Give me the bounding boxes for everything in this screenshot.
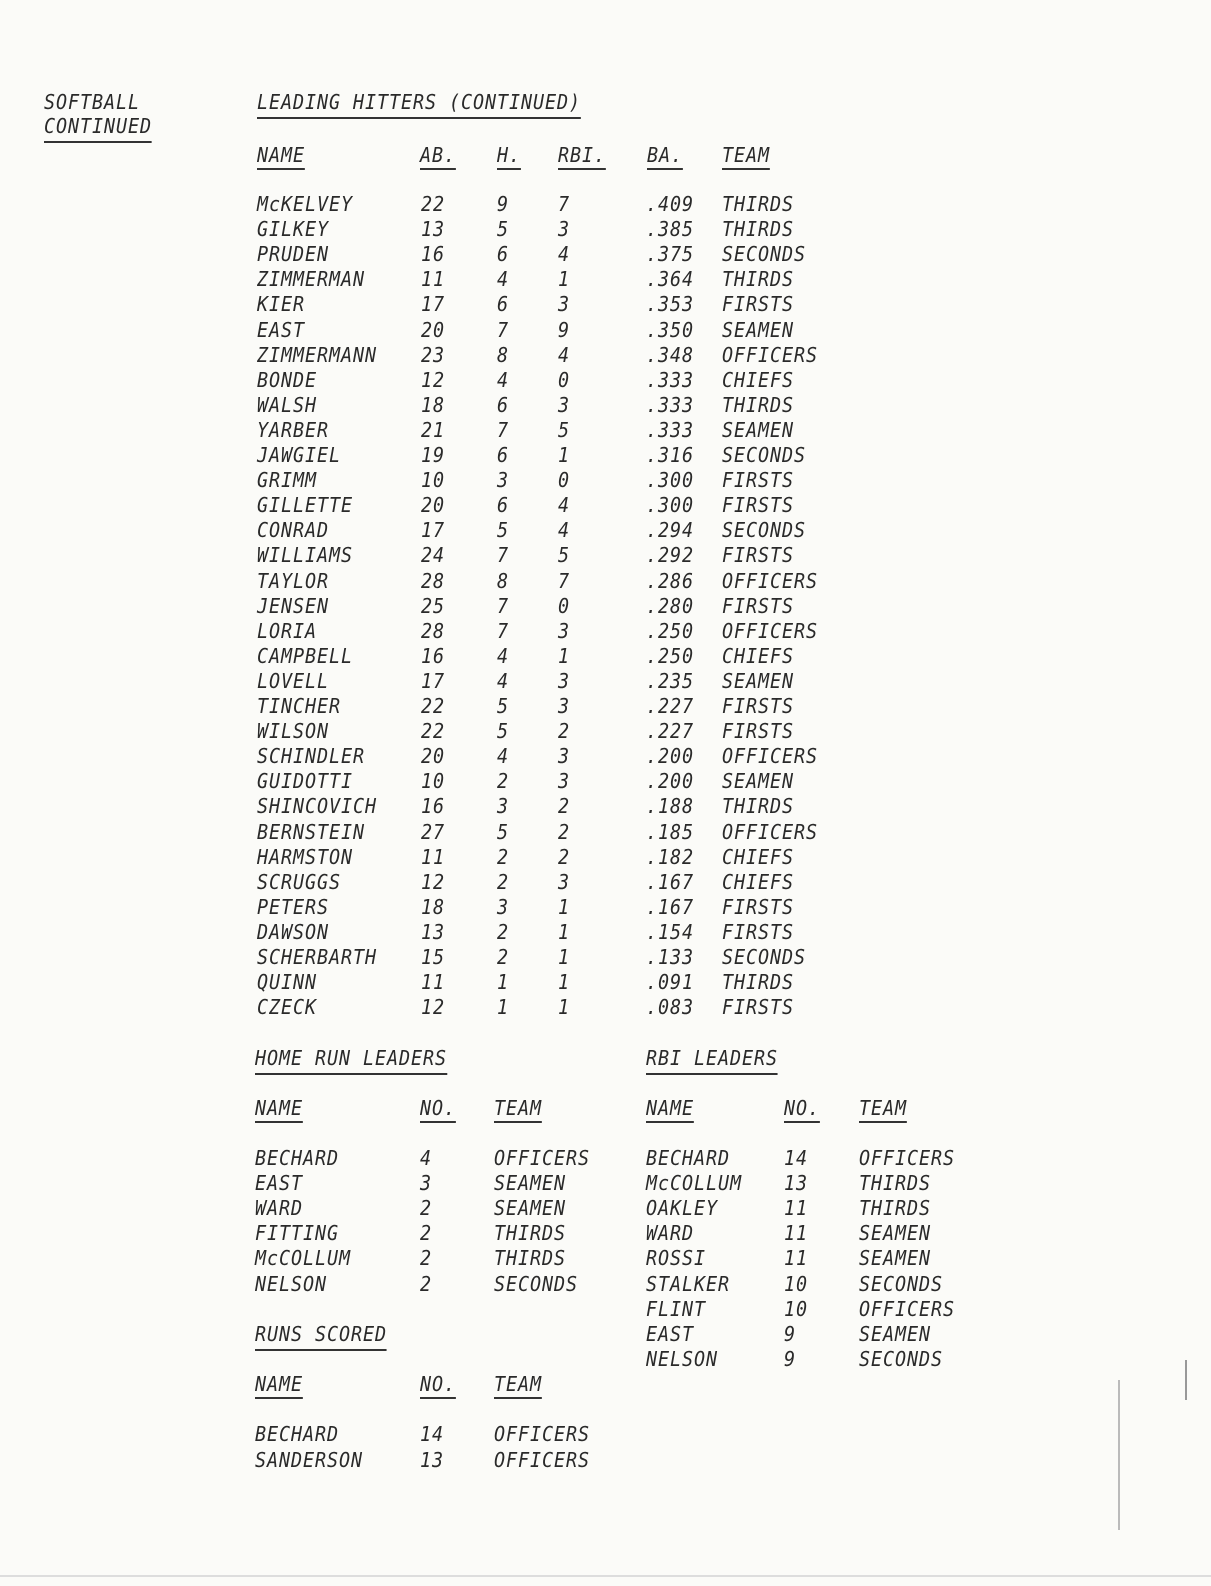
hitter-cell-ba: .250 xyxy=(646,618,694,643)
hr-cell-name: EAST xyxy=(255,1171,303,1196)
hitter-cell-h: 2 xyxy=(497,919,510,944)
hitter-cell-ba: .182 xyxy=(646,844,694,869)
rbi-cell-no: 9 xyxy=(784,1346,797,1371)
hitter-cell-ba: .250 xyxy=(646,643,694,668)
hitter-cell-rbi: 3 xyxy=(558,668,571,693)
hitter-cell-h: 9 xyxy=(497,192,510,216)
hitter-cell-h: 8 xyxy=(497,568,510,593)
hitter-cell-rbi: 5 xyxy=(558,417,571,442)
hitter-cell-h: 3 xyxy=(497,794,510,819)
hitter-cell-h: 5 xyxy=(497,518,510,543)
hitter-cell-ab: 22 xyxy=(421,192,446,216)
hitter-cell-h: 6 xyxy=(497,292,510,317)
hitter-cell-ba: .185 xyxy=(646,819,694,844)
hitter-cell-ba: .200 xyxy=(646,769,694,794)
hitters-title: LEADING HITTERS (CONTINUED) xyxy=(257,90,581,119)
hitters-header-ab: AB. xyxy=(420,143,456,170)
hitter-cell-ba: .280 xyxy=(646,593,694,618)
hitter-cell-rbi: 3 xyxy=(558,618,571,643)
rbi-header-no: NO. xyxy=(784,1096,820,1123)
hr-header-name: NAME xyxy=(255,1096,303,1123)
hitter-cell-ab: 13 xyxy=(421,919,446,944)
hr-cell-no: 2 xyxy=(420,1246,433,1271)
hr-cell-no: 4 xyxy=(420,1146,433,1170)
hitter-cell-ba: .353 xyxy=(646,292,694,317)
hitter-cell-ba: .333 xyxy=(646,367,694,392)
hitter-cell-name: McKELVEY xyxy=(257,192,353,216)
hitter-cell-ab: 20 xyxy=(421,493,446,518)
hitter-cell-team: SEAMEN xyxy=(722,668,794,693)
rs-header-name: NAME xyxy=(255,1372,303,1399)
hitter-cell-name: JAWGIEL xyxy=(257,443,341,467)
hitter-cell-ba: .235 xyxy=(646,668,694,693)
hitter-cell-h: 8 xyxy=(497,342,510,367)
hitter-cell-team: OFFICERS xyxy=(722,618,818,643)
hitter-cell-ba: .294 xyxy=(646,518,694,543)
hitter-cell-team: FIRSTS xyxy=(722,894,794,919)
rbi-cell-team: OFFICERS xyxy=(859,1146,955,1170)
hitter-cell-ab: 12 xyxy=(421,367,446,392)
hitter-cell-team: SECONDS xyxy=(722,945,806,969)
hitter-cell-h: 2 xyxy=(497,844,510,869)
hitter-cell-name: EAST xyxy=(257,317,305,342)
hr-cell-no: 2 xyxy=(420,1221,433,1246)
hitter-cell-team: FIRSTS xyxy=(722,593,794,618)
hitter-cell-ab: 23 xyxy=(421,342,446,367)
rbi-cell-team: SEAMEN xyxy=(859,1246,931,1271)
hitter-cell-ab: 28 xyxy=(421,568,446,593)
hitter-cell-ab: 18 xyxy=(421,392,446,417)
hitter-cell-name: SHINCOVICH xyxy=(257,794,377,819)
rs-cell-name: BECHARD xyxy=(255,1422,339,1446)
hitter-cell-ab: 17 xyxy=(421,292,446,317)
hitter-cell-team: CHIEFS xyxy=(722,844,794,869)
hitter-cell-rbi: 1 xyxy=(558,643,571,668)
hitter-cell-ab: 20 xyxy=(421,317,446,342)
hitter-cell-rbi: 3 xyxy=(558,217,571,242)
hitter-cell-rbi: 1 xyxy=(558,945,571,969)
hitter-cell-ab: 22 xyxy=(421,694,446,718)
hitter-cell-h: 5 xyxy=(497,217,510,242)
hitter-cell-rbi: 2 xyxy=(558,719,571,744)
hr-cell-team: THIRDS xyxy=(494,1221,566,1246)
hitter-cell-ab: 21 xyxy=(421,417,446,442)
rbi-cell-name: FLINT xyxy=(646,1296,707,1321)
hitter-cell-h: 4 xyxy=(497,367,510,392)
hitter-cell-rbi: 3 xyxy=(558,694,571,718)
hitter-cell-name: LOVELL xyxy=(257,668,329,693)
hitter-cell-rbi: 3 xyxy=(558,869,571,894)
hitter-cell-team: CHIEFS xyxy=(722,367,794,392)
hitter-cell-rbi: 5 xyxy=(558,543,571,568)
hitter-cell-h: 2 xyxy=(497,869,510,894)
hr-cell-team: SECONDS xyxy=(494,1271,578,1296)
hitter-cell-ba: .300 xyxy=(646,468,694,493)
rs-cell-no: 14 xyxy=(420,1422,445,1446)
hr-cell-name: McCOLLUM xyxy=(255,1246,351,1271)
hitter-cell-team: FIRSTS xyxy=(722,543,794,568)
hitter-cell-team: FIRSTS xyxy=(722,719,794,744)
hitter-cell-name: ZIMMERMAN xyxy=(257,267,365,292)
hitter-cell-name: GILLETTE xyxy=(257,493,353,518)
hitter-cell-ab: 11 xyxy=(421,970,446,995)
hitter-cell-ab: 20 xyxy=(421,744,446,769)
hitter-cell-ba: .348 xyxy=(646,342,694,367)
hitter-cell-rbi: 1 xyxy=(558,443,571,467)
rbi-cell-team: SEAMEN xyxy=(859,1321,931,1346)
hitter-cell-h: 6 xyxy=(497,242,510,267)
hitter-cell-ba: .333 xyxy=(646,392,694,417)
rbi-cell-no: 11 xyxy=(784,1246,809,1271)
hitter-cell-ab: 16 xyxy=(421,643,446,668)
hitter-cell-name: WALSH xyxy=(257,392,318,417)
hitter-cell-team: SECONDS xyxy=(722,518,806,543)
hr-cell-team: OFFICERS xyxy=(494,1146,590,1170)
hitter-cell-team: FIRSTS xyxy=(722,292,794,317)
hitter-cell-rbi: 7 xyxy=(558,192,571,216)
hitter-cell-ab: 19 xyxy=(421,443,446,467)
hitter-cell-name: PRUDEN xyxy=(257,242,329,267)
hitter-cell-rbi: 0 xyxy=(558,593,571,618)
hitter-cell-ba: .227 xyxy=(646,719,694,744)
hitter-cell-ba: .167 xyxy=(646,894,694,919)
hitter-cell-ba: .188 xyxy=(646,794,694,819)
hitter-cell-name: HARMSTON xyxy=(257,844,353,869)
hitter-cell-team: THIRDS xyxy=(722,392,794,417)
rbi-cell-team: THIRDS xyxy=(859,1196,931,1221)
hitter-cell-ba: .200 xyxy=(646,744,694,769)
hitter-cell-team: FIRSTS xyxy=(722,468,794,493)
hitter-cell-h: 4 xyxy=(497,267,510,292)
rbi-cell-no: 10 xyxy=(784,1296,809,1321)
hitter-cell-name: TAYLOR xyxy=(257,568,329,593)
hitter-cell-h: 4 xyxy=(497,643,510,668)
hitter-cell-ab: 18 xyxy=(421,894,446,919)
hitter-cell-ab: 17 xyxy=(421,668,446,693)
hitter-cell-team: THIRDS xyxy=(722,794,794,819)
hitter-cell-ba: .286 xyxy=(646,568,694,593)
hr-cell-no: 3 xyxy=(420,1171,433,1196)
hitter-cell-team: THIRDS xyxy=(722,217,794,242)
hitter-cell-rbi: 3 xyxy=(558,769,571,794)
hitter-cell-ba: .292 xyxy=(646,543,694,568)
hr-cell-no: 2 xyxy=(420,1196,433,1221)
hitter-cell-team: OFFICERS xyxy=(722,342,818,367)
hitter-cell-name: JENSEN xyxy=(257,593,329,618)
rbi-header-name: NAME xyxy=(646,1096,694,1123)
hitter-cell-h: 6 xyxy=(497,392,510,417)
hitter-cell-name: WILSON xyxy=(257,719,329,744)
hitter-cell-name: GILKEY xyxy=(257,217,329,242)
rs-cell-team: OFFICERS xyxy=(494,1448,590,1472)
rbi-cell-team: SECONDS xyxy=(859,1271,943,1296)
section-sublabel: CONTINUED xyxy=(44,114,152,143)
section-label: SOFTBALL xyxy=(44,90,140,114)
hr-header-no: NO. xyxy=(420,1096,456,1123)
hitter-cell-rbi: 2 xyxy=(558,819,571,844)
rbi-cell-team: THIRDS xyxy=(859,1171,931,1196)
hitter-cell-ba: .385 xyxy=(646,217,694,242)
rbi-cell-no: 9 xyxy=(784,1321,797,1346)
hitter-cell-ba: .091 xyxy=(646,970,694,995)
hitter-cell-ab: 16 xyxy=(421,242,446,267)
hitter-cell-ab: 10 xyxy=(421,769,446,794)
hitter-cell-h: 6 xyxy=(497,493,510,518)
rs-cell-team: OFFICERS xyxy=(494,1422,590,1446)
hitter-cell-name: PETERS xyxy=(257,894,329,919)
hitter-cell-ba: .409 xyxy=(646,192,694,216)
hr-cell-team: THIRDS xyxy=(494,1246,566,1271)
hitter-cell-name: KIER xyxy=(257,292,305,317)
hitter-cell-ab: 27 xyxy=(421,819,446,844)
hitter-cell-rbi: 4 xyxy=(558,518,571,543)
rbi-header-team: TEAM xyxy=(859,1096,907,1123)
hitter-cell-ba: .364 xyxy=(646,267,694,292)
hitter-cell-team: FIRSTS xyxy=(722,493,794,518)
hitter-cell-ba: .133 xyxy=(646,945,694,969)
hitter-cell-team: THIRDS xyxy=(722,192,794,216)
hitter-cell-team: THIRDS xyxy=(722,267,794,292)
hitter-cell-ab: 12 xyxy=(421,869,446,894)
hitter-cell-ab: 13 xyxy=(421,217,446,242)
hitter-cell-team: SECONDS xyxy=(722,242,806,267)
hitter-cell-h: 7 xyxy=(497,543,510,568)
rbi-title: RBI LEADERS xyxy=(646,1046,778,1075)
hitters-header-name: NAME xyxy=(257,143,305,170)
hitter-cell-h: 2 xyxy=(497,769,510,794)
hitter-cell-name: QUINN xyxy=(257,970,318,995)
hitter-cell-name: GUIDOTTI xyxy=(257,769,353,794)
hitter-cell-h: 5 xyxy=(497,819,510,844)
hitter-cell-team: CHIEFS xyxy=(722,643,794,668)
hitter-cell-ab: 11 xyxy=(421,267,446,292)
hitter-cell-h: 5 xyxy=(497,719,510,744)
hitter-cell-rbi: 0 xyxy=(558,367,571,392)
hitter-cell-ab: 16 xyxy=(421,794,446,819)
hitter-cell-h: 6 xyxy=(497,443,510,467)
rs-header-no: NO. xyxy=(420,1372,456,1399)
hitter-cell-rbi: 4 xyxy=(558,342,571,367)
hitter-cell-name: WILLIAMS xyxy=(257,543,353,568)
hitter-cell-h: 2 xyxy=(497,945,510,969)
hitter-cell-rbi: 0 xyxy=(558,468,571,493)
rs-header-team: TEAM xyxy=(494,1372,542,1399)
hitter-cell-rbi: 3 xyxy=(558,744,571,769)
hitter-cell-h: 3 xyxy=(497,894,510,919)
hitter-cell-name: CZECK xyxy=(257,995,318,1020)
hitter-cell-team: THIRDS xyxy=(722,970,794,995)
hitter-cell-rbi: 1 xyxy=(558,267,571,292)
hitter-cell-name: LORIA xyxy=(257,618,318,643)
hitter-cell-team: SEAMEN xyxy=(722,317,794,342)
hitters-header-rbi: RBI. xyxy=(558,143,606,170)
hitter-cell-ba: .350 xyxy=(646,317,694,342)
hitter-cell-ba: .300 xyxy=(646,493,694,518)
hitter-cell-rbi: 1 xyxy=(558,919,571,944)
hitter-cell-ba: .167 xyxy=(646,869,694,894)
rbi-cell-name: EAST xyxy=(646,1321,694,1346)
hitter-cell-h: 3 xyxy=(497,468,510,493)
hitters-header-team: TEAM xyxy=(722,143,770,170)
hitter-cell-ba: .375 xyxy=(646,242,694,267)
hr-cell-team: SEAMEN xyxy=(494,1196,566,1221)
hitter-cell-ba: .154 xyxy=(646,919,694,944)
hitter-cell-rbi: 1 xyxy=(558,894,571,919)
hitter-cell-name: DAWSON xyxy=(257,919,329,944)
hitter-cell-ba: .083 xyxy=(646,995,694,1020)
hr-header-team: TEAM xyxy=(494,1096,542,1123)
rbi-cell-team: SEAMEN xyxy=(859,1221,931,1246)
hitter-cell-h: 7 xyxy=(497,417,510,442)
hr-cell-name: FITTING xyxy=(255,1221,339,1246)
hitter-cell-h: 7 xyxy=(497,317,510,342)
hr-cell-team: SEAMEN xyxy=(494,1171,566,1196)
hr-cell-name: BECHARD xyxy=(255,1146,339,1170)
hitter-cell-ab: 17 xyxy=(421,518,446,543)
runs-scored-title: RUNS SCORED xyxy=(255,1322,387,1351)
hitter-cell-ba: .227 xyxy=(646,694,694,718)
hitter-cell-ab: 28 xyxy=(421,618,446,643)
hitters-header-h: H. xyxy=(497,143,521,170)
hitter-cell-name: YARBER xyxy=(257,417,329,442)
rbi-cell-name: ROSSI xyxy=(646,1246,707,1271)
hitter-cell-h: 4 xyxy=(497,744,510,769)
hitter-cell-rbi: 9 xyxy=(558,317,571,342)
hitter-cell-name: GRIMM xyxy=(257,468,318,493)
hitter-cell-rbi: 3 xyxy=(558,392,571,417)
hitter-cell-team: SEAMEN xyxy=(722,417,794,442)
hitter-cell-ba: .316 xyxy=(646,443,694,467)
hitter-cell-ba: .333 xyxy=(646,417,694,442)
hitter-cell-rbi: 2 xyxy=(558,794,571,819)
rbi-cell-team: OFFICERS xyxy=(859,1296,955,1321)
rs-cell-no: 13 xyxy=(420,1448,445,1472)
hitter-cell-ab: 11 xyxy=(421,844,446,869)
hitter-cell-rbi: 3 xyxy=(558,292,571,317)
rbi-cell-no: 10 xyxy=(784,1271,809,1296)
hitter-cell-h: 5 xyxy=(497,694,510,718)
hitter-cell-ab: 22 xyxy=(421,719,446,744)
hitter-cell-ab: 25 xyxy=(421,593,446,618)
hr-cell-name: NELSON xyxy=(255,1271,327,1296)
hitter-cell-name: TINCHER xyxy=(257,694,341,718)
hr-cell-no: 2 xyxy=(420,1271,433,1296)
rbi-cell-no: 11 xyxy=(784,1196,809,1221)
rbi-cell-team: SECONDS xyxy=(859,1346,943,1371)
hitter-cell-team: SECONDS xyxy=(722,443,806,467)
hitter-cell-ab: 24 xyxy=(421,543,446,568)
hitter-cell-ab: 15 xyxy=(421,945,446,969)
rs-cell-name: SANDERSON xyxy=(255,1448,363,1472)
rbi-cell-name: NELSON xyxy=(646,1346,718,1371)
home-run-title: HOME RUN LEADERS xyxy=(255,1046,447,1075)
hitter-cell-rbi: 1 xyxy=(558,970,571,995)
scan-mark xyxy=(1185,1360,1187,1400)
hitter-cell-team: CHIEFS xyxy=(722,869,794,894)
hitter-cell-h: 7 xyxy=(497,593,510,618)
rbi-cell-name: WARD xyxy=(646,1221,694,1246)
rbi-cell-no: 11 xyxy=(784,1221,809,1246)
hitter-cell-team: SEAMEN xyxy=(722,769,794,794)
hitter-cell-team: OFFICERS xyxy=(722,744,818,769)
hitter-cell-rbi: 4 xyxy=(558,242,571,267)
hitter-cell-team: OFFICERS xyxy=(722,819,818,844)
rbi-cell-name: STALKER xyxy=(646,1271,730,1296)
hitter-cell-name: BONDE xyxy=(257,367,318,392)
hitters-header-ba: BA. xyxy=(647,143,683,170)
hitter-cell-name: SCHERBARTH xyxy=(257,945,377,969)
hitter-cell-h: 1 xyxy=(497,995,510,1020)
hitter-cell-h: 7 xyxy=(497,618,510,643)
hitter-cell-h: 1 xyxy=(497,970,510,995)
hitter-cell-name: SCRUGGS xyxy=(257,869,341,894)
rbi-cell-name: BECHARD xyxy=(646,1146,730,1170)
hitter-cell-ab: 10 xyxy=(421,468,446,493)
hitter-cell-team: FIRSTS xyxy=(722,919,794,944)
hitter-cell-rbi: 1 xyxy=(558,995,571,1020)
hitter-cell-team: OFFICERS xyxy=(722,568,818,593)
scan-edge xyxy=(0,1575,1211,1577)
hitter-cell-ab: 12 xyxy=(421,995,446,1020)
scan-mark xyxy=(1118,1380,1120,1530)
rbi-cell-name: OAKLEY xyxy=(646,1196,718,1221)
hitter-cell-team: FIRSTS xyxy=(722,694,794,718)
hitter-cell-name: SCHINDLER xyxy=(257,744,365,769)
hitter-cell-rbi: 4 xyxy=(558,493,571,518)
rbi-cell-no: 14 xyxy=(784,1146,809,1170)
hitter-cell-h: 4 xyxy=(497,668,510,693)
rbi-cell-name: McCOLLUM xyxy=(646,1171,742,1196)
hitter-cell-team: FIRSTS xyxy=(722,995,794,1020)
hitter-cell-name: CONRAD xyxy=(257,518,329,543)
hr-cell-name: WARD xyxy=(255,1196,303,1221)
hitter-cell-rbi: 2 xyxy=(558,844,571,869)
hitter-cell-name: BERNSTEIN xyxy=(257,819,365,844)
hitter-cell-rbi: 7 xyxy=(558,568,571,593)
hitter-cell-name: ZIMMERMANN xyxy=(257,342,377,367)
hitter-cell-name: CAMPBELL xyxy=(257,643,353,668)
rbi-cell-no: 13 xyxy=(784,1171,809,1196)
